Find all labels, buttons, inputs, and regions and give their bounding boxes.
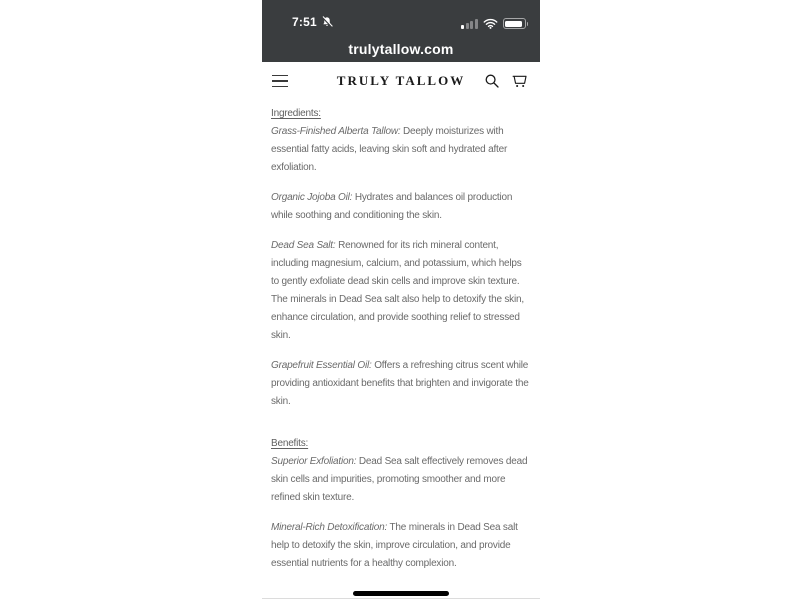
ingredient-description: Renowned for its rich mineral content, including magnesium, calcium, and potassium, which helps to gently exfoliate dead skin cells and improve skin texture. The minerals in Dead Sea salt also help to detoxify the skin, enhance circulation, and provide soothing relief to stressed skin.: [271, 240, 524, 341]
section-heading: Benefits:: [271, 438, 309, 449]
benefit-paragraph: [271, 453, 529, 507]
status-left: [292, 15, 333, 29]
clock-time: 7:51: [292, 15, 317, 29]
search-icon[interactable]: [484, 73, 500, 89]
cellular-signal-icon: [461, 19, 478, 29]
ingredient-paragraph: [271, 237, 529, 345]
home-indicator-handle[interactable]: [353, 591, 449, 596]
bottom-divider: [262, 598, 540, 599]
battery-icon: [503, 18, 529, 29]
ingredient-paragraph: [271, 189, 529, 225]
site-header: [262, 62, 540, 100]
benefit-name: Mineral-Rich Detoxification:: [271, 522, 388, 533]
status-bar: [262, 0, 540, 35]
ingredient-name: Dead Sea Salt:: [271, 240, 336, 251]
status-right: [461, 18, 528, 29]
page-url[interactable]: trulytallow.com: [348, 40, 454, 57]
site-logo[interactable]: TRULY TALLOW: [336, 73, 466, 88]
ingredient-name: Organic Jojoba Oil:: [271, 192, 353, 203]
ingredient-description: Deeply moisturizes with essential fatty acids, leaving skin soft and hydrated after exfoliation.: [271, 126, 508, 173]
benefit-description: The minerals in Dead Sea salt help to detoxify the skin, improve circulation, and provide essential nutrients for a healthy complexion.: [271, 522, 518, 569]
bell-slash-icon: [321, 16, 333, 28]
benefit-description: Dead Sea salt effectively removes dead skin cells and impurities, promoting smoother and more refined skin texture.: [271, 456, 528, 503]
ingredient-description: Hydrates and balances oil production while soothing and conditioning the skin.: [271, 192, 513, 221]
benefit-name: Superior Exfoliation:: [271, 456, 357, 467]
ingredients-section: [271, 105, 529, 411]
ingredient-name: Grapefruit Essential Oil:: [271, 360, 372, 371]
ingredient-name: Grass-Finished Alberta Tallow:: [271, 126, 401, 137]
address-bar[interactable]: [262, 35, 540, 62]
ingredient-description: Offers a refreshing citrus scent while providing antioxidant benefits that brighten and invigorate the skin.: [271, 360, 529, 407]
section-heading: Ingredients:: [271, 108, 321, 119]
header-icons: [484, 73, 528, 89]
cart-icon[interactable]: [511, 73, 528, 89]
ingredient-paragraph: [271, 123, 529, 177]
phone-screenshot: [262, 0, 540, 600]
browser-chrome: [262, 0, 540, 62]
benefit-paragraph: [271, 519, 529, 573]
hamburger-menu-icon[interactable]: [272, 73, 288, 90]
benefits-section: [271, 435, 529, 573]
wifi-icon: [483, 18, 498, 29]
page-content: [262, 100, 540, 573]
ingredient-paragraph: [271, 357, 529, 411]
